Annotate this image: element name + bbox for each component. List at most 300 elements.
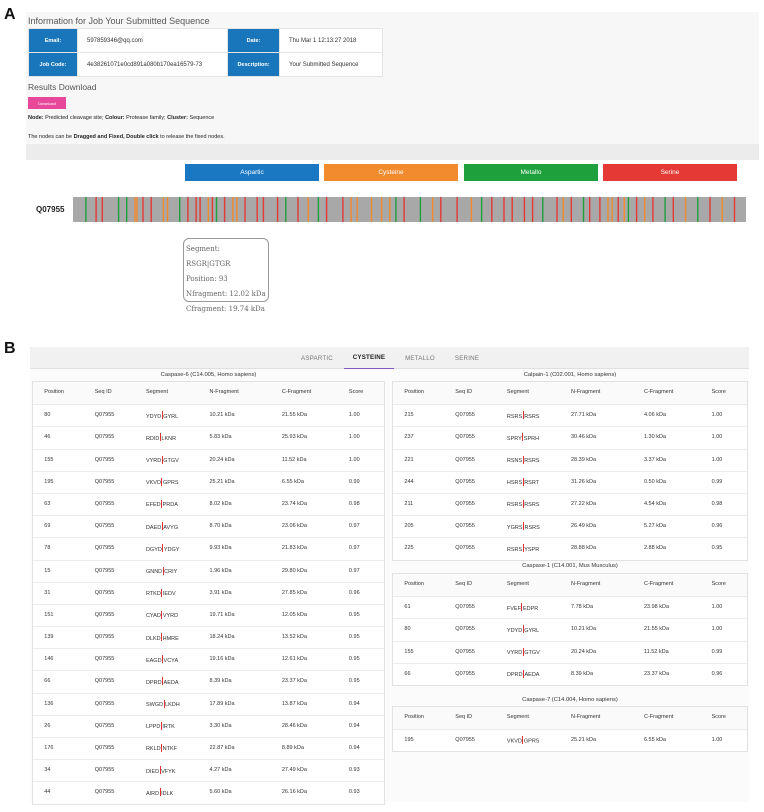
cleavage-mark — [160, 433, 161, 441]
score-cell: 1.00 — [711, 434, 723, 441]
cleavage-site-marker[interactable] — [167, 197, 168, 222]
cleavage-site-marker[interactable] — [481, 197, 482, 222]
cleavage-site-marker[interactable] — [624, 197, 625, 222]
segment-right: YSPR — [524, 546, 540, 553]
cleavage-mark — [523, 625, 524, 633]
segment-left: DPRD — [506, 672, 523, 679]
seqid-cell: Q07955 — [455, 626, 475, 633]
position-cell: 136 — [44, 700, 54, 707]
column-header[interactable]: Segment — [145, 389, 168, 395]
nfragment-cell: 8.39 kDa — [571, 670, 594, 677]
table-row — [33, 604, 384, 626]
legend-cysteine[interactable]: Cysteine — [324, 164, 458, 181]
column-header[interactable]: C-Fragment — [643, 714, 674, 720]
cfragment-cell: 21.83 kDa — [281, 545, 307, 552]
score-cell: 0.99 — [711, 648, 723, 655]
score-cell: 0.95 — [348, 634, 360, 641]
score-cell: 1.00 — [348, 434, 360, 441]
column-header[interactable]: Position — [404, 714, 424, 720]
seqid-cell: Q07955 — [94, 678, 115, 685]
nfragment-cell: 28.88 kDa — [571, 545, 597, 552]
segment-cell — [146, 723, 175, 731]
seqid-cell: Q07955 — [455, 434, 475, 441]
segment-left: DAED — [145, 524, 162, 531]
cleavage-site-marker[interactable] — [236, 197, 237, 222]
table-row — [393, 596, 747, 618]
seqid-cell: Q07955 — [455, 737, 475, 744]
column-header[interactable]: Seq ID — [94, 389, 112, 395]
score-cell: 1.00 — [348, 456, 360, 463]
cleavage-site-marker[interactable] — [95, 197, 96, 222]
column-header[interactable]: N-Fragment — [571, 581, 601, 587]
score-cell: 0.95 — [348, 678, 360, 685]
caspase7-table — [392, 706, 748, 752]
cleavage-site-marker[interactable] — [163, 197, 164, 222]
cleavage-mark — [161, 633, 162, 641]
visualization-area — [26, 160, 759, 330]
seqid-cell: Q07955 — [455, 500, 475, 507]
cleavage-site-marker[interactable] — [491, 197, 492, 222]
cleavage-site-marker[interactable] — [556, 197, 557, 222]
segment-right: RSRS — [524, 413, 540, 420]
nfragment-cell: 30.46 kDa — [571, 434, 597, 441]
sequence-id-label: Q07955 — [36, 205, 65, 214]
cleavage-site-marker[interactable] — [685, 197, 686, 222]
cleavage-mark — [523, 411, 524, 419]
score-cell: 0.97 — [348, 545, 360, 552]
cleavage-mark — [161, 478, 162, 486]
column-header[interactable]: C-Fragment — [281, 389, 312, 395]
cleavage-site-marker[interactable] — [257, 197, 258, 222]
cleavage-site-marker[interactable] — [456, 197, 457, 222]
segment-cell — [146, 457, 179, 465]
legend-serine[interactable]: Serine — [603, 164, 737, 181]
cleavage-site-marker[interactable] — [232, 197, 233, 222]
panel-label-a: A — [4, 6, 16, 23]
cleavage-mark — [161, 589, 162, 597]
table-row — [33, 537, 384, 559]
segment-cell — [146, 634, 179, 642]
cleavage-site-marker[interactable] — [187, 197, 188, 222]
segment-left: RDID — [145, 435, 160, 442]
legend-aspartic[interactable]: Aspartic — [185, 164, 319, 181]
nfragment-cell: 31.26 kDa — [571, 478, 597, 485]
cleavage-site-marker[interactable] — [599, 197, 600, 222]
interaction-note — [28, 134, 225, 140]
seqid-cell: Q07955 — [455, 523, 475, 530]
cleavage-mark — [521, 603, 522, 611]
cleavage-site-marker[interactable] — [208, 197, 209, 222]
cleavage-site-marker[interactable] — [697, 197, 698, 222]
nfragment-cell: 8.39 kDa — [209, 678, 232, 685]
segment-cell — [507, 545, 539, 553]
seqid-cell: Q07955 — [455, 604, 475, 611]
cleavage-site-marker[interactable] — [503, 197, 504, 222]
cleavage-site-marker[interactable] — [395, 197, 396, 222]
position-cell: 31 — [44, 589, 51, 596]
position-cell: 139 — [44, 634, 54, 641]
segment-right: GYRL — [524, 627, 540, 634]
segment-right: RSRS — [524, 458, 540, 465]
cleavage-mark — [522, 736, 523, 744]
segment-right: RSRS — [524, 524, 540, 531]
cleavage-site-marker[interactable] — [440, 197, 441, 222]
position-cell: 61 — [404, 604, 411, 611]
segment-left: FVEF — [506, 605, 521, 612]
table-row — [33, 715, 384, 737]
nfragment-cell: 19.16 kDa — [209, 656, 235, 663]
score-cell: 0.93 — [348, 789, 360, 796]
segment-left: DIED — [145, 768, 160, 775]
segment-right: AEDA — [163, 679, 179, 686]
cleavage-site-marker[interactable] — [136, 197, 137, 222]
seqid-cell: Q07955 — [455, 412, 475, 419]
cleavage-site-marker[interactable] — [102, 197, 103, 222]
segment-right: HMRE — [162, 635, 179, 642]
tooltip-position: Position: 93 — [186, 275, 228, 283]
table-row — [393, 449, 747, 471]
seqid-cell: Q07955 — [94, 745, 115, 751]
segment-right: IEDV — [162, 591, 176, 598]
cleavage-site-marker[interactable] — [118, 197, 119, 222]
position-cell: 80 — [44, 412, 51, 419]
segment-right: GTGV — [163, 458, 179, 465]
cfragment-cell: 13.52 kDa — [281, 634, 307, 641]
column-header[interactable]: Seq ID — [455, 714, 473, 720]
tab-metallo[interactable]: METALLO — [405, 354, 435, 362]
seqid-cell: Q07955 — [94, 789, 115, 796]
segment-left: YDYD — [145, 413, 162, 420]
cleavage-site-marker[interactable] — [709, 197, 710, 222]
cfragment-cell: 11.52 kDa — [643, 648, 669, 655]
position-cell: 225 — [404, 545, 414, 552]
segment-cell — [146, 568, 177, 576]
segment-left: RSRS — [506, 502, 523, 509]
cfragment-cell: 5.27 kDa — [643, 523, 666, 530]
cleavage-site-marker[interactable] — [263, 197, 264, 222]
cleavage-site-marker[interactable] — [199, 197, 200, 222]
position-cell: 205 — [404, 523, 414, 530]
cleavage-site-marker[interactable] — [151, 197, 152, 222]
segment-left: EFED — [145, 502, 161, 509]
position-cell: 237 — [404, 434, 414, 441]
table-row — [33, 626, 384, 648]
cleavage-mark — [523, 648, 524, 656]
table-row — [33, 404, 384, 426]
cleavage-site-marker[interactable] — [326, 197, 327, 222]
cleavage-site-marker[interactable] — [212, 197, 213, 222]
cfragment-cell: 12.61 kDa — [281, 656, 307, 663]
cleavage-site-marker[interactable] — [318, 197, 319, 222]
cleavage-site-marker[interactable] — [285, 197, 286, 222]
node-desc: Predicted cleavage site; — [45, 115, 104, 121]
column-header[interactable]: Score — [711, 714, 726, 720]
download-button[interactable]: Download — [28, 97, 66, 109]
cleavage-site-marker[interactable] — [607, 197, 608, 222]
nfragment-cell: 20.24 kDa — [209, 456, 235, 463]
cleavage-site-marker[interactable] — [432, 197, 433, 222]
score-cell: 0.98 — [348, 500, 360, 507]
segment-right: IRTK — [162, 724, 175, 731]
cleavage-site-marker[interactable] — [142, 197, 143, 222]
jobcode-label: Job Code: — [29, 53, 77, 76]
score-cell: 0.94 — [348, 745, 360, 751]
cleavage-site-marker[interactable] — [297, 197, 298, 222]
table-row — [393, 537, 747, 559]
tab-serine[interactable]: SERINE — [454, 354, 480, 362]
segment-left: SWGD — [145, 702, 164, 709]
cleavage-mark — [162, 677, 163, 685]
node-key: Node: — [28, 115, 44, 121]
cfragment-cell: 26.16 kDa — [281, 789, 307, 796]
column-header[interactable]: C-Fragment — [643, 389, 674, 395]
segment-left: GNND — [145, 568, 163, 575]
score-cell: 0.95 — [348, 656, 360, 663]
table-row — [393, 729, 747, 751]
position-cell: 176 — [44, 745, 54, 751]
cleavage-site-marker[interactable] — [618, 197, 619, 222]
segment-right: GTGV — [524, 650, 540, 657]
seqid-cell: Q07955 — [455, 648, 475, 655]
cleavage-site-marker[interactable] — [734, 197, 735, 222]
nfragment-cell: 3.30 kDa — [209, 722, 232, 729]
segment-left: SPRY — [506, 435, 522, 442]
sequence-bar[interactable] — [73, 197, 746, 222]
table-row — [33, 515, 384, 537]
cleavage-site-marker[interactable] — [126, 197, 127, 222]
segment-left: DPRD — [145, 679, 162, 686]
segment-cell — [146, 412, 178, 420]
cfragment-cell: 6.55 kDa — [643, 737, 666, 744]
segment-cell — [507, 649, 540, 657]
description-label: Description: — [228, 53, 279, 76]
cfragment-cell: 23.74 kDa — [281, 500, 307, 507]
cleavage-site-marker[interactable] — [611, 197, 612, 222]
cleavage-mark — [522, 433, 523, 441]
cleavage-mark — [163, 567, 164, 575]
segment-left: EAGD — [145, 657, 162, 664]
job-info-table — [28, 28, 383, 77]
seqid-cell: Q07955 — [94, 589, 115, 596]
cleavage-site-marker[interactable] — [636, 197, 637, 222]
segment-cell — [146, 656, 178, 664]
nfragment-cell: 5.60 kDa — [209, 789, 232, 796]
cleavage-site-marker[interactable] — [195, 197, 196, 222]
cleavage-site-marker[interactable] — [134, 197, 135, 222]
cleavage-site-marker[interactable] — [85, 197, 86, 222]
column-header[interactable]: Position — [404, 581, 424, 587]
nfragment-cell: 18.24 kDa — [209, 634, 235, 641]
cfragment-cell: 21.55 kDa — [643, 626, 670, 633]
nfragment-cell: 10.21 kDa — [571, 626, 597, 633]
cleavage-mark — [161, 500, 162, 508]
position-cell: 195 — [404, 737, 414, 744]
cfragment-cell: 6.55 kDa — [281, 478, 304, 485]
cleavage-site-marker[interactable] — [589, 197, 590, 222]
nfragment-cell: 4.27 kDa — [209, 767, 232, 774]
caspase1-table — [392, 573, 748, 686]
column-header[interactable]: Score — [711, 389, 726, 395]
cleavage-site-marker[interactable] — [179, 197, 180, 222]
seqid-cell: Q07955 — [94, 456, 115, 463]
cleavage-site-marker[interactable] — [563, 197, 564, 222]
table-row — [393, 471, 747, 493]
table-row — [33, 426, 384, 448]
cleavage-site-marker[interactable] — [420, 197, 421, 222]
cleavage-site-marker[interactable] — [583, 197, 584, 222]
table-row — [33, 471, 384, 493]
column-header[interactable]: Score — [711, 581, 726, 587]
position-cell: 34 — [44, 767, 51, 774]
nfragment-cell: 10.21 kDa — [209, 412, 235, 419]
segment-left: RSRS — [506, 413, 523, 420]
seqid-cell: Q07955 — [455, 670, 475, 677]
cleavage-site-marker[interactable] — [644, 197, 645, 222]
tab-aspartic[interactable]: ASPARTIC — [301, 354, 333, 362]
score-cell: 0.97 — [348, 523, 360, 530]
score-cell: 0.97 — [348, 567, 360, 574]
segment-right: VFYK — [161, 768, 176, 775]
segment-cell — [507, 501, 540, 509]
cleavage-site-marker[interactable] — [403, 197, 404, 222]
column-header[interactable]: Seq ID — [455, 389, 473, 395]
column-header[interactable]: Segment — [506, 714, 529, 720]
segment-right: CRIY — [164, 568, 178, 575]
cleavage-site-marker[interactable] — [357, 197, 358, 222]
column-header[interactable]: Segment — [506, 581, 529, 587]
table-row — [33, 449, 384, 471]
position-cell: 44 — [44, 789, 51, 796]
cfragment-cell: 8.89 kDa — [281, 745, 304, 751]
segment-right: SPRH — [523, 435, 540, 442]
column-header[interactable]: Position — [44, 389, 64, 395]
cleavage-site-marker[interactable] — [224, 197, 225, 222]
column-header[interactable]: Seq ID — [455, 581, 473, 587]
nfragment-cell: 27.71 kDa — [571, 412, 597, 419]
segment-left: RKLD — [145, 746, 161, 753]
legend-metallo[interactable]: Metallo — [464, 164, 598, 181]
segment-right: YDGY — [163, 546, 180, 553]
segment-cell — [507, 604, 538, 612]
table-row — [393, 404, 747, 426]
nfragment-cell: 7.78 kDa — [571, 604, 594, 611]
cleavage-site-marker[interactable] — [216, 197, 217, 222]
cleavage-mark — [162, 456, 163, 464]
cfragment-cell: 23.98 kDa — [643, 604, 670, 611]
cleavage-site-marker[interactable] — [371, 197, 372, 222]
segment-left: RSNS — [506, 458, 523, 465]
results-download-title: Results Download — [28, 82, 97, 92]
cleavage-site-marker[interactable] — [628, 197, 629, 222]
segment-cell — [146, 545, 179, 553]
column-header[interactable]: C-Fragment — [643, 581, 674, 587]
segment-cell — [146, 501, 178, 509]
position-cell: 211 — [404, 500, 414, 507]
cleavage-site-marker[interactable] — [722, 197, 723, 222]
cleavage-mark — [523, 500, 524, 508]
segment-left: AIRD — [145, 790, 160, 797]
calpain1-table — [392, 381, 748, 561]
table-row — [393, 493, 747, 515]
cleavage-site-marker[interactable] — [244, 197, 245, 222]
table-row — [33, 648, 384, 670]
segment-left: VYRD — [145, 458, 162, 465]
column-header[interactable]: Position — [404, 389, 424, 395]
cleavage-site-marker[interactable] — [342, 197, 343, 222]
cleavage-site-marker[interactable] — [308, 197, 309, 222]
nfragment-cell: 1.96 kDa — [209, 567, 232, 574]
table-row — [393, 618, 747, 640]
cleavage-site-marker[interactable] — [524, 197, 525, 222]
cleavage-site-marker[interactable] — [542, 197, 543, 222]
column-header[interactable]: N-Fragment — [209, 389, 239, 395]
position-cell: 26 — [44, 722, 51, 729]
segment-left: CYAD — [145, 613, 161, 620]
table-row — [33, 560, 384, 582]
column-header[interactable]: Segment — [506, 389, 529, 395]
cfragment-cell: 12.05 kDa — [281, 611, 307, 618]
segment-cell — [507, 457, 540, 465]
cleavage-site-marker[interactable] — [571, 197, 572, 222]
nfragment-cell: 5.83 kDa — [209, 434, 232, 441]
email-label: Email: — [29, 29, 77, 52]
column-header[interactable]: N-Fragment — [571, 714, 601, 720]
tooltip-cfragment: Cfragment: 19.74 kDa — [186, 305, 265, 313]
cleavage-site-marker[interactable] — [512, 197, 513, 222]
cleavage-mark — [161, 611, 162, 619]
job-result-panel — [26, 12, 759, 330]
score-cell: 1.00 — [711, 737, 723, 744]
cleavage-site-marker[interactable] — [652, 197, 653, 222]
column-header[interactable]: N-Fragment — [571, 389, 601, 395]
cleavage-site-marker[interactable] — [350, 197, 351, 222]
position-cell: 151 — [44, 611, 54, 618]
segment-left: RSRS — [506, 546, 523, 553]
seqid-cell: Q07955 — [94, 523, 115, 530]
cleavage-site-marker[interactable] — [277, 197, 278, 222]
table-row — [33, 759, 384, 781]
seqid-cell: Q07955 — [94, 478, 115, 485]
segment-cell — [146, 767, 176, 775]
segment-cell — [507, 479, 539, 487]
cfragment-cell: 4.54 kDa — [643, 500, 666, 507]
cfragment-cell: 1.30 kDa — [643, 434, 666, 441]
tab-cysteine[interactable]: CYSTEINE — [344, 347, 394, 369]
cfragment-cell: 29.80 kDa — [281, 567, 307, 574]
column-header[interactable]: Score — [348, 389, 364, 395]
nfragment-cell: 19.71 kDa — [209, 611, 235, 618]
table-row — [33, 493, 384, 515]
cleavage-tooltip — [183, 238, 269, 313]
nfragment-cell: 20.24 kDa — [571, 648, 597, 655]
cleavage-site-marker[interactable] — [664, 197, 665, 222]
segment-right: VYRD — [162, 613, 179, 620]
score-cell: 0.93 — [348, 767, 360, 774]
seqid-cell: Q07955 — [94, 412, 115, 419]
table-row — [393, 515, 747, 537]
date-label: Date: — [228, 29, 279, 52]
cfragment-cell: 13.87 kDa — [281, 700, 307, 707]
table-header-row — [393, 382, 747, 404]
nfragment-cell: 8.70 kDa — [209, 523, 232, 530]
position-cell: 66 — [404, 670, 411, 677]
cleavage-site-marker[interactable] — [389, 197, 390, 222]
cleavage-site-marker[interactable] — [471, 197, 472, 222]
cleavage-site-marker[interactable] — [381, 197, 382, 222]
cleavage-site-marker[interactable] — [532, 197, 533, 222]
segment-right: GPRS — [162, 480, 179, 487]
cleavage-site-marker[interactable] — [673, 197, 674, 222]
